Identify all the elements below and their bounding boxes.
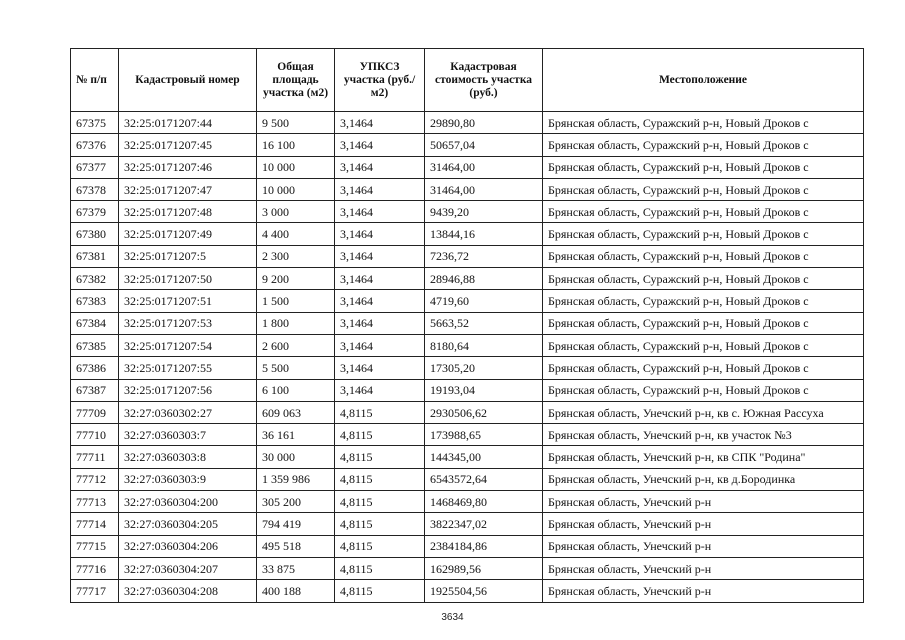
table-row (71, 223, 864, 245)
cadastral-table (70, 48, 864, 603)
cell-cadastral-value: 3822347,02 (425, 513, 543, 535)
cell-cadastral-number: 32:25:0171207:55 (119, 357, 257, 379)
cell-number: 67379 (71, 201, 119, 223)
cell-number: 77717 (71, 580, 119, 602)
table-row (71, 312, 864, 334)
cell-number: 77715 (71, 535, 119, 557)
cell-unit-value: 4,8115 (335, 557, 425, 579)
cell-unit-value: 4,8115 (335, 535, 425, 557)
cell-area: 4 400 (257, 223, 335, 245)
cell-area: 30 000 (257, 446, 335, 468)
cell-location: Брянская область, Унечский р-н (543, 557, 864, 579)
cell-cadastral-value: 2930506,62 (425, 401, 543, 423)
cell-cadastral-value: 28946,88 (425, 268, 543, 290)
cell-cadastral-number: 32:27:0360303:8 (119, 446, 257, 468)
cell-unit-value: 4,8115 (335, 446, 425, 468)
cell-cadastral-number: 32:25:0171207:49 (119, 223, 257, 245)
cell-location: Брянская область, Суражский р-н, Новый Дроков с (543, 245, 864, 267)
cell-cadastral-number: 32:27:0360304:208 (119, 580, 257, 602)
cell-unit-value: 4,8115 (335, 468, 425, 490)
cell-unit-value: 3,1464 (335, 357, 425, 379)
cell-cadastral-number: 32:27:0360303:7 (119, 424, 257, 446)
cell-cadastral-number: 32:25:0171207:48 (119, 201, 257, 223)
cell-cadastral-number: 32:27:0360303:9 (119, 468, 257, 490)
header-cadastral-number: Кадастровый номер (119, 49, 257, 112)
cell-location: Брянская область, Унечский р-н (543, 491, 864, 513)
cell-location: Брянская область, Суражский р-н, Новый Дроков с (543, 178, 864, 200)
cell-cadastral-value: 162989,56 (425, 557, 543, 579)
cell-cadastral-value: 2384184,86 (425, 535, 543, 557)
cell-cadastral-value: 8180,64 (425, 334, 543, 356)
table-row (71, 379, 864, 401)
cell-location: Брянская область, Унечский р-н, кв СПК "Родина" (543, 446, 864, 468)
cell-cadastral-value: 7236,72 (425, 245, 543, 267)
cell-area: 10 000 (257, 156, 335, 178)
table-row (71, 112, 864, 134)
cell-cadastral-value: 31464,00 (425, 156, 543, 178)
cell-area: 16 100 (257, 134, 335, 156)
cell-cadastral-number: 32:25:0171207:45 (119, 134, 257, 156)
cell-location: Брянская область, Суражский р-н, Новый Дроков с (543, 334, 864, 356)
cell-number: 77713 (71, 491, 119, 513)
cell-cadastral-number: 32:27:0360304:205 (119, 513, 257, 535)
table-row (71, 580, 864, 602)
cell-unit-value: 4,8115 (335, 424, 425, 446)
cell-unit-value: 4,8115 (335, 580, 425, 602)
cell-number: 77710 (71, 424, 119, 446)
cell-location: Брянская область, Унечский р-н (543, 513, 864, 535)
cell-area: 1 800 (257, 312, 335, 334)
cell-location: Брянская область, Унечский р-н, кв д.Бородинка (543, 468, 864, 490)
cell-area: 1 359 986 (257, 468, 335, 490)
cell-area: 33 875 (257, 557, 335, 579)
cell-area: 6 100 (257, 379, 335, 401)
cell-number: 67386 (71, 357, 119, 379)
table-row (71, 245, 864, 267)
cell-cadastral-value: 6543572,64 (425, 468, 543, 490)
table-row (71, 557, 864, 579)
cell-unit-value: 3,1464 (335, 245, 425, 267)
cell-number: 67385 (71, 334, 119, 356)
cell-number: 67381 (71, 245, 119, 267)
cell-area: 36 161 (257, 424, 335, 446)
cell-area: 609 063 (257, 401, 335, 423)
cell-cadastral-value: 31464,00 (425, 178, 543, 200)
cell-cadastral-number: 32:27:0360302:27 (119, 401, 257, 423)
cell-number: 67377 (71, 156, 119, 178)
cell-number: 67375 (71, 112, 119, 134)
table-row (71, 535, 864, 557)
cell-location: Брянская область, Суражский р-н, Новый Дроков с (543, 223, 864, 245)
cell-number: 67387 (71, 379, 119, 401)
cell-cadastral-number: 32:25:0171207:51 (119, 290, 257, 312)
cell-location: Брянская область, Суражский р-н, Новый Дроков с (543, 357, 864, 379)
cell-area: 10 000 (257, 178, 335, 200)
cell-cadastral-value: 1925504,56 (425, 580, 543, 602)
cell-area: 2 300 (257, 245, 335, 267)
cell-cadastral-value: 29890,80 (425, 112, 543, 134)
header-number: № п/п (71, 49, 119, 112)
cell-cadastral-number: 32:27:0360304:206 (119, 535, 257, 557)
table-row (71, 334, 864, 356)
cell-location: Брянская область, Суражский р-н, Новый Дроков с (543, 201, 864, 223)
cell-number: 67380 (71, 223, 119, 245)
cell-number: 77716 (71, 557, 119, 579)
cell-unit-value: 3,1464 (335, 268, 425, 290)
cell-cadastral-value: 4719,60 (425, 290, 543, 312)
cell-unit-value: 3,1464 (335, 112, 425, 134)
cell-cadastral-number: 32:25:0171207:44 (119, 112, 257, 134)
cell-unit-value: 4,8115 (335, 513, 425, 535)
cell-cadastral-value: 9439,20 (425, 201, 543, 223)
header-location: Местоположение (543, 49, 864, 112)
cell-area: 794 419 (257, 513, 335, 535)
cell-location: Брянская область, Суражский р-н, Новый Дроков с (543, 112, 864, 134)
cell-cadastral-value: 173988,65 (425, 424, 543, 446)
cell-number: 67383 (71, 290, 119, 312)
cell-area: 1 500 (257, 290, 335, 312)
table-row (71, 468, 864, 490)
cell-cadastral-number: 32:25:0171207:53 (119, 312, 257, 334)
table-row (71, 290, 864, 312)
cell-cadastral-number: 32:25:0171207:47 (119, 178, 257, 200)
cell-cadastral-value: 5663,52 (425, 312, 543, 334)
cell-cadastral-number: 32:27:0360304:207 (119, 557, 257, 579)
cell-unit-value: 3,1464 (335, 178, 425, 200)
table-body (71, 112, 864, 603)
cell-location: Брянская область, Суражский р-н, Новый Дроков с (543, 290, 864, 312)
cell-location: Брянская область, Унечский р-н, кв с. Южная Рассуха (543, 401, 864, 423)
cell-number: 77714 (71, 513, 119, 535)
cell-number: 67376 (71, 134, 119, 156)
table-header (71, 49, 864, 112)
cell-unit-value: 3,1464 (335, 156, 425, 178)
cell-unit-value: 3,1464 (335, 223, 425, 245)
cell-unit-value: 3,1464 (335, 312, 425, 334)
cell-number: 67384 (71, 312, 119, 334)
cell-number: 77709 (71, 401, 119, 423)
table-row (71, 156, 864, 178)
cell-area: 400 188 (257, 580, 335, 602)
header-area: Общая площадь участка (м2) (257, 49, 335, 112)
cell-unit-value: 3,1464 (335, 379, 425, 401)
cell-number: 77711 (71, 446, 119, 468)
cell-cadastral-number: 32:25:0171207:50 (119, 268, 257, 290)
cell-location: Брянская область, Унечский р-н (543, 535, 864, 557)
cell-unit-value: 4,8115 (335, 491, 425, 513)
cell-cadastral-number: 32:25:0171207:46 (119, 156, 257, 178)
cell-location: Брянская область, Унечский р-н (543, 580, 864, 602)
cell-area: 3 000 (257, 201, 335, 223)
cell-cadastral-number: 32:25:0171207:56 (119, 379, 257, 401)
cell-location: Брянская область, Суражский р-н, Новый Дроков с (543, 379, 864, 401)
cell-number: 67378 (71, 178, 119, 200)
cell-cadastral-value: 19193,04 (425, 379, 543, 401)
cell-area: 9 200 (257, 268, 335, 290)
cell-unit-value: 3,1464 (335, 201, 425, 223)
cell-unit-value: 3,1464 (335, 334, 425, 356)
cell-unit-value: 3,1464 (335, 290, 425, 312)
cell-cadastral-number: 32:25:0171207:5 (119, 245, 257, 267)
table-row (71, 424, 864, 446)
table-row (71, 134, 864, 156)
table-row (71, 268, 864, 290)
cell-area: 5 500 (257, 357, 335, 379)
cell-cadastral-value: 13844,16 (425, 223, 543, 245)
table-row (71, 401, 864, 423)
cell-number: 77712 (71, 468, 119, 490)
cell-number: 67382 (71, 268, 119, 290)
header-cadastral-value: Кадастровая стоимость участка (руб.) (425, 49, 543, 112)
table-row (71, 491, 864, 513)
cell-cadastral-number: 32:25:0171207:54 (119, 334, 257, 356)
document-page (70, 48, 864, 603)
cell-cadastral-value: 17305,20 (425, 357, 543, 379)
cell-area: 2 600 (257, 334, 335, 356)
cell-location: Брянская область, Суражский р-н, Новый Дроков с (543, 312, 864, 334)
cell-unit-value: 4,8115 (335, 401, 425, 423)
cell-area: 495 518 (257, 535, 335, 557)
header-row (71, 49, 864, 112)
table-row (71, 446, 864, 468)
cell-cadastral-value: 144345,00 (425, 446, 543, 468)
page-number: 3634 (441, 612, 464, 623)
table-row (71, 201, 864, 223)
cell-area: 305 200 (257, 491, 335, 513)
table-row (71, 178, 864, 200)
cell-location: Брянская область, Суражский р-н, Новый Дроков с (543, 268, 864, 290)
table-row (71, 357, 864, 379)
cell-location: Брянская область, Суражский р-н, Новый Дроков с (543, 134, 864, 156)
cell-cadastral-value: 50657,04 (425, 134, 543, 156)
cell-area: 9 500 (257, 112, 335, 134)
cell-cadastral-number: 32:27:0360304:200 (119, 491, 257, 513)
cell-location: Брянская область, Суражский р-н, Новый Дроков с (543, 156, 864, 178)
header-unit-value: УПКСЗ участка (руб./м2) (335, 49, 425, 112)
table-row (71, 513, 864, 535)
cell-unit-value: 3,1464 (335, 134, 425, 156)
cell-location: Брянская область, Унечский р-н, кв участок №3 (543, 424, 864, 446)
cell-cadastral-value: 1468469,80 (425, 491, 543, 513)
